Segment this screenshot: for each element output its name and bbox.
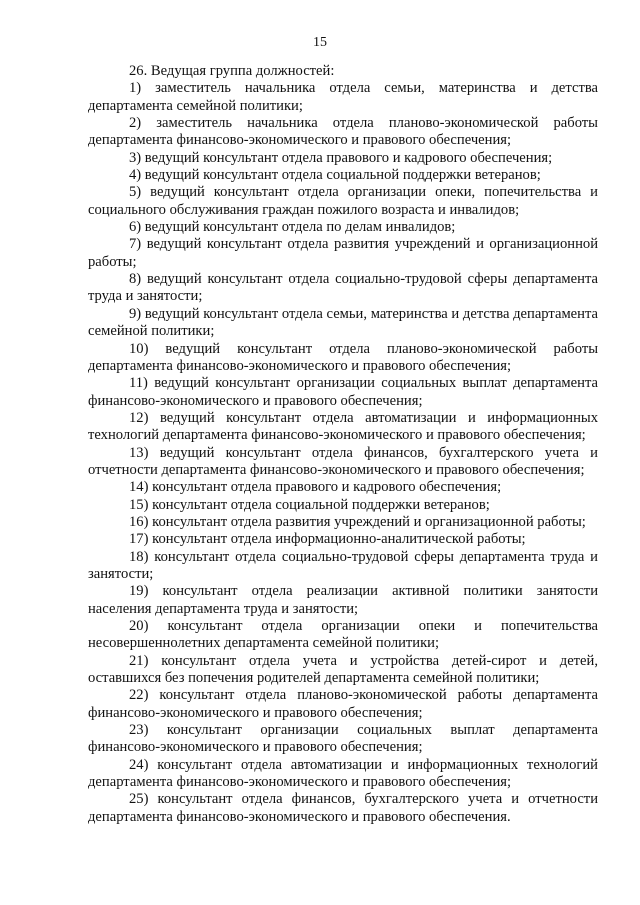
document-body <box>88 63 598 826</box>
position-item: 2) заместитель начальника отдела планово-экономической работы департамента финансово-экономического и правового обеспечения; <box>88 115 598 149</box>
position-item: 17) консультант отдела информационно-аналитической работы; <box>129 531 526 548</box>
position-item: 4) ведущий консультант отдела социальной поддержки ветеранов; <box>129 167 541 184</box>
position-item: 14) консультант отдела правового и кадрового обеспечения; <box>129 479 502 496</box>
position-item: 11) ведущий консультант организации социальных выплат департамента финансово-экономического и правового обеспечения; <box>88 375 598 409</box>
position-item: 7) ведущий консультант отдела развития учреждений и организационной работы; <box>88 236 598 270</box>
position-item: 3) ведущий консультант отдела правового и кадрового обеспечения; <box>129 149 553 166</box>
position-item: 10) ведущий консультант отдела планово-экономической работы департамента финансово-экономического и правового обеспечения; <box>88 340 598 374</box>
position-item: 12) ведущий консультант отдела автоматизации и информационных технологий департамента финансово-экономического и правового обеспечения; <box>88 409 598 444</box>
position-item: 19) консультант отдела реализации активной политики занятости населения департамента труда и занятости; <box>88 583 598 617</box>
position-item: 24) консультант отдела автоматизации и информационных технологий департамента финансово-экономического и правового обеспечения; <box>88 756 598 791</box>
position-item: 5) ведущий консультант отдела организации опеки, попечительства и социального обслуживания граждан пожилого возраста и инвалидов; <box>88 184 598 218</box>
positions-list <box>88 80 598 826</box>
position-item: 22) консультант отдела планово-экономической работы департамента финансово-экономического и правового обеспечения; <box>88 687 598 721</box>
position-item: 20) консультант отдела организации опеки и попечительства несовершеннолетних департамента семейной политики; <box>88 618 598 652</box>
position-item: 6) ведущий консультант отдела по делам инвалидов; <box>129 219 456 236</box>
page-number: 15 <box>313 35 327 50</box>
position-item: 13) ведущий консультант отдела финансов, бухгалтерского учета и отчетности департамента финансово-экономического и правового обеспечения; <box>88 444 598 478</box>
position-item: 18) консультант отдела социально-трудовой сферы департамента труда и занятости; <box>88 548 598 582</box>
position-item: 25) консультант отдела финансов, бухгалтерского учета и отчетности департамента финансово-экономического и правового обеспечения. <box>88 791 598 825</box>
position-item: 23) консультант организации социальных выплат департамента финансово-экономического и правового обеспечения; <box>88 722 598 756</box>
position-item: 15) консультант отдела социальной поддержки ветеранов; <box>129 496 490 513</box>
position-item: 16) консультант отдела развития учреждений и организационной работы; <box>129 513 586 530</box>
section-heading: 26. Ведущая группа должностей: <box>129 63 335 79</box>
position-item: 9) ведущий консультант отдела семьи, материнства и детства департамента семейной политики; <box>88 305 598 340</box>
position-item: 1) заместитель начальника отдела семьи, материнства и детства департамента семейной политики; <box>88 80 598 114</box>
position-item: 8) ведущий консультант отдела социально-трудовой сферы департамента труда и занятости; <box>88 271 598 305</box>
position-item: 21) консультант отдела учета и устройства детей-сирот и детей, оставшихся без попечения родителей департамента семейной политики; <box>88 652 598 687</box>
